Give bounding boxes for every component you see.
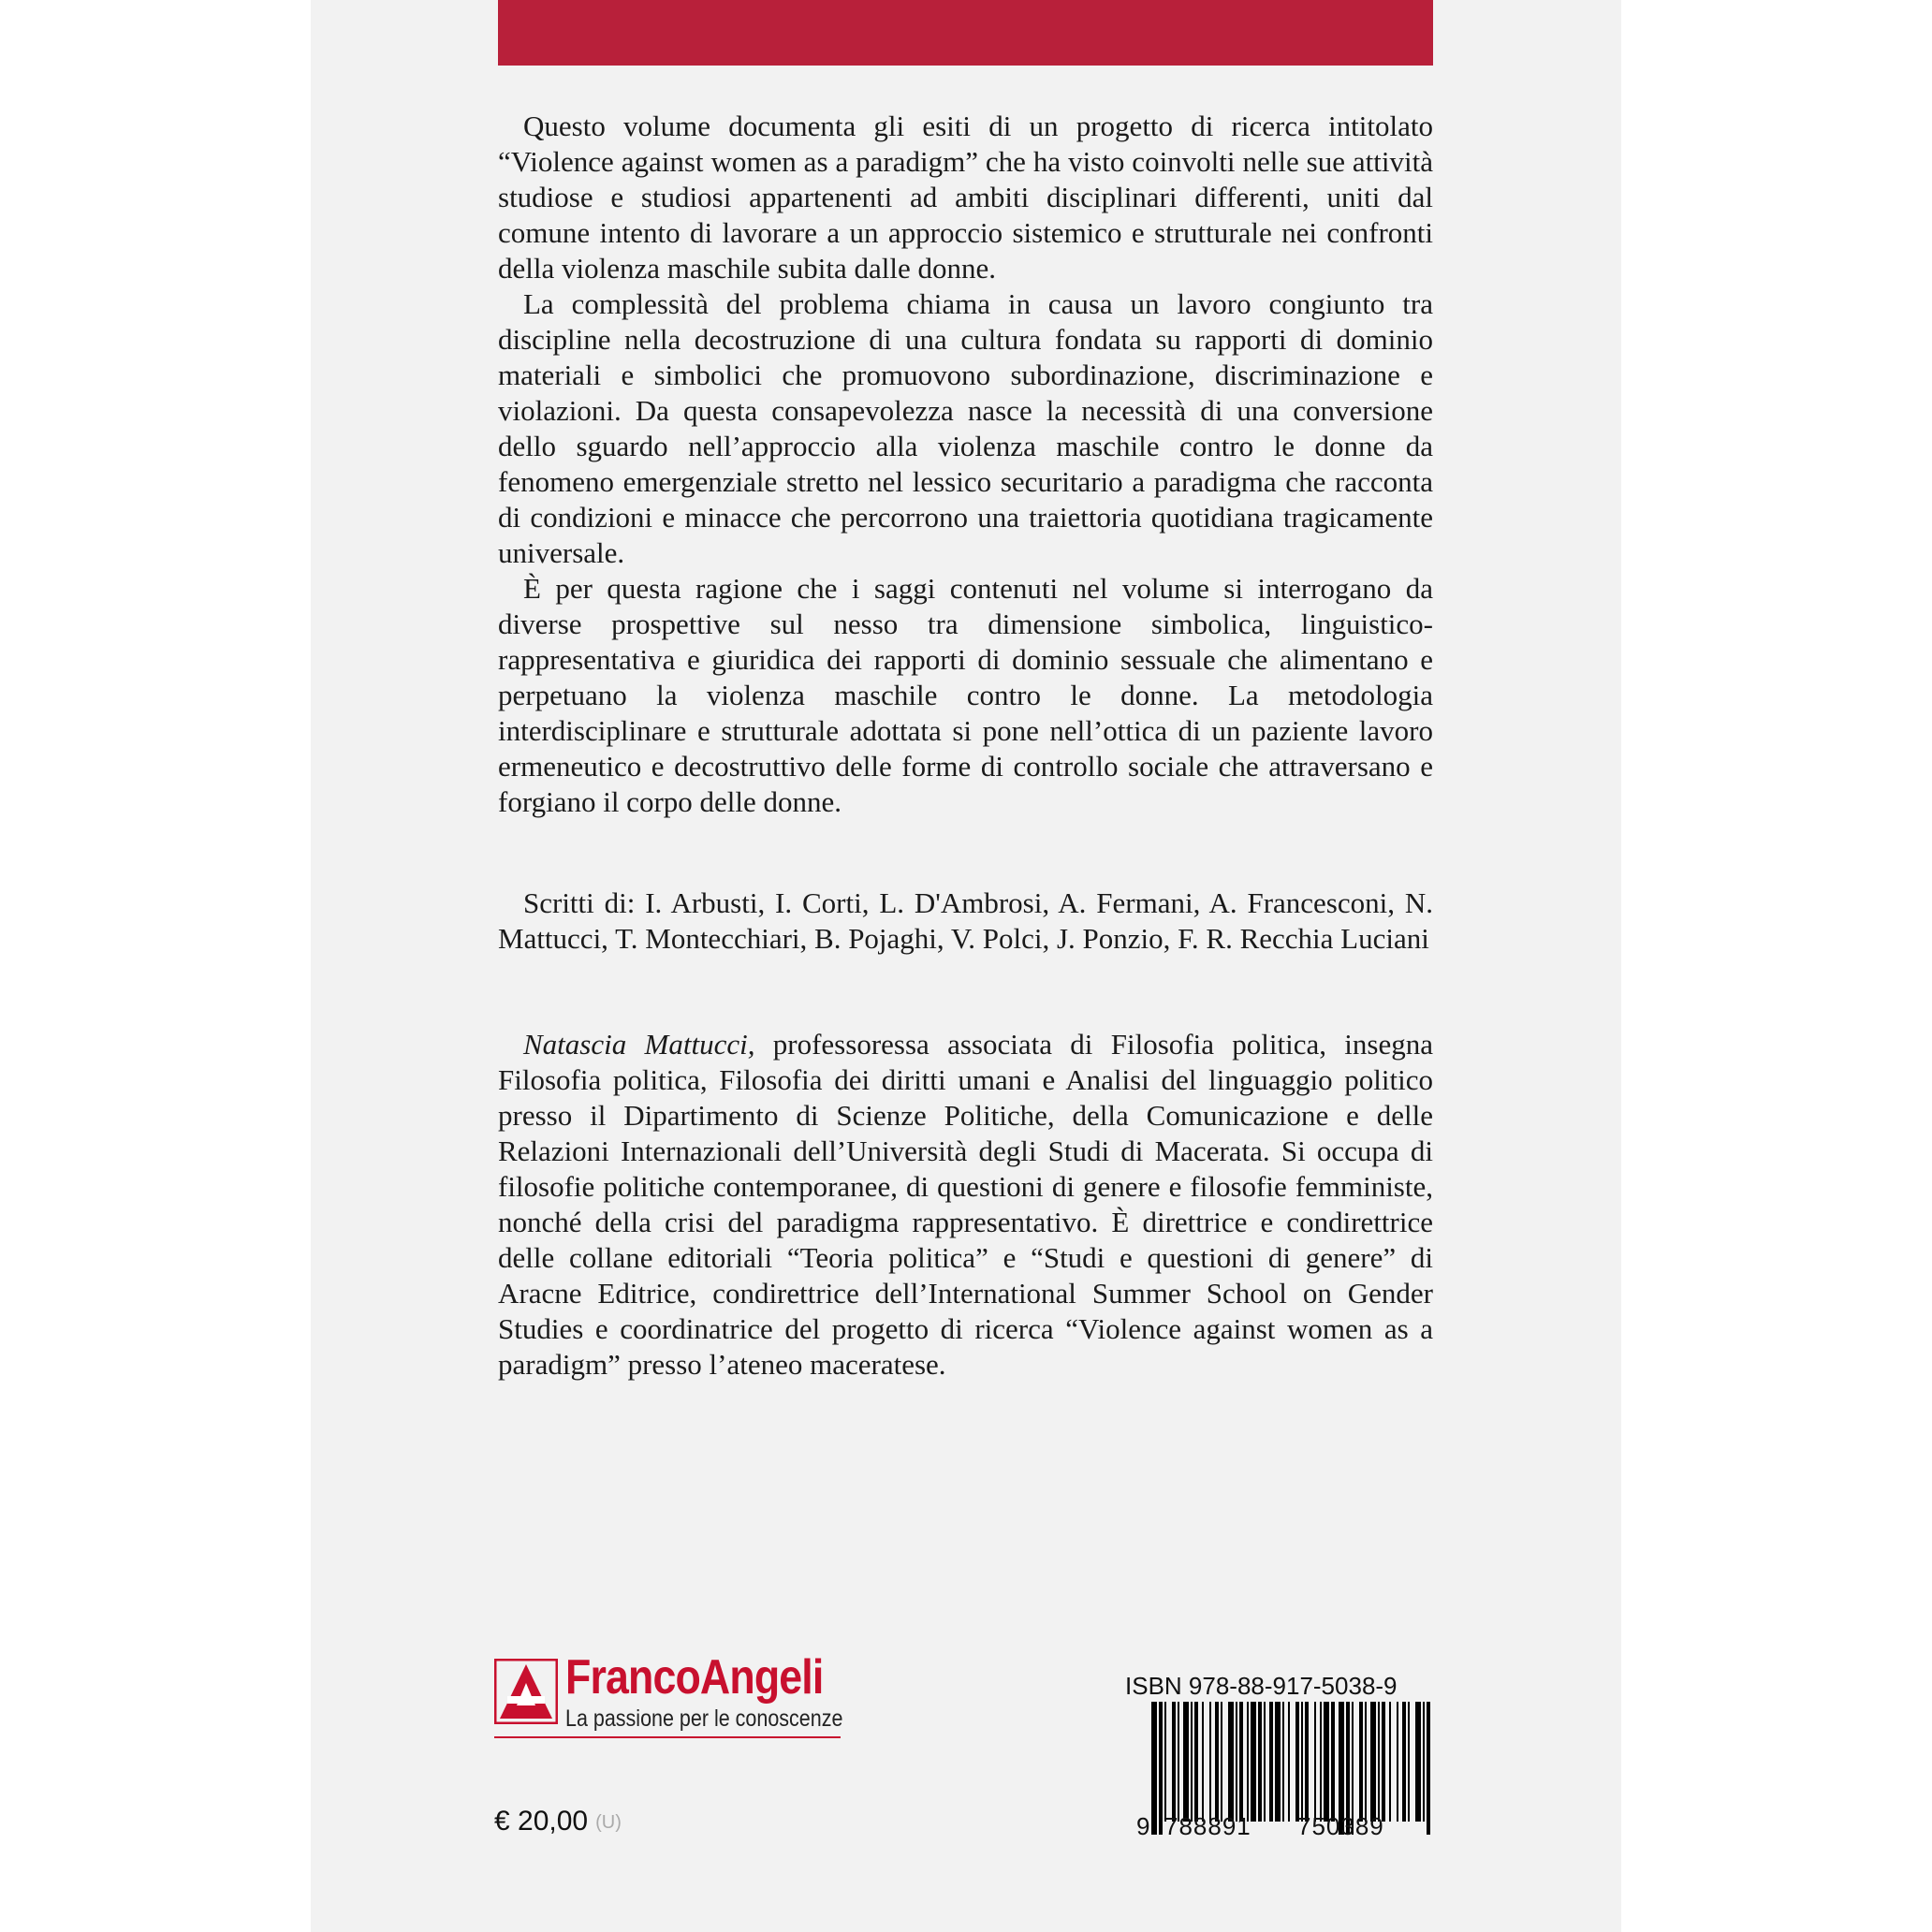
price-code: (U): [595, 1812, 622, 1833]
contributors-text: Scritti di: I. Arbusti, I. Corti, L. D'Ambrosi, A. Fermani, A. Francesconi, N. Mattucci, T. Montecchiari, B. Pojaghi, V. Polci, J. Ponzio, F. R. Recchia Luciani: [498, 886, 1433, 955]
author-name: Natascia Mattucci,: [523, 1028, 755, 1061]
author-bio: [498, 1027, 1433, 1383]
blurb: [498, 109, 1433, 820]
publisher-tagline: La passione per le conoscenze: [565, 1705, 843, 1732]
author-bio-text: professoressa associata di Filosofia politica, insegna Filosofia politica, Filosofia dei diritti umani e Analisi del linguaggio politico presso il Dipartimento di Scienze Politiche, della Comunicazione e delle Relazioni Internazionali dell’Università degli Studi di Macerata. Si occupa di filosofie politiche contemporanee, di questioni di genere e filosofie femministe, nonché della crisi del paradigma rappresentativo. È direttrice e condirettrice delle collane editoriali “Teoria politica” e “Studi e questioni di genere” di Aracne Editrice, condirettrice dell’International Summer School on Gender Studies e coordinatrice del progetto di ricerca “Violence against women as a paradigm” presso l’ateneo maceratese.: [498, 1028, 1433, 1381]
barcode-digit-first: 9: [1136, 1812, 1150, 1840]
barcode-digits-right: 750389: [1297, 1812, 1384, 1840]
barcode-digits-left: 788891: [1164, 1812, 1251, 1840]
publisher-logo: [494, 1650, 850, 1739]
contributors-section: [498, 886, 1433, 957]
price-amount: € 20,00: [494, 1806, 589, 1837]
francoangeli-logo-icon: [494, 1659, 558, 1724]
isbn-label: ISBN 978-88-917-5038-9: [1125, 1672, 1398, 1700]
publisher-name: FrancoAngeli: [565, 1650, 824, 1705]
blurb-paragraph-3: È per questa ragione che i saggi contenuti nel volume si interrogano da diverse prospettive sul nesso tra dimensione simbolica, linguistico-rappresentativa e giuridica dei rapporti di dominio sessuale che alimentano e perpetuano la violenza maschile contro le donne. La metodologia interdisciplinare e strutturale adottata si pone nell’ottica di un paziente lavoro ermeneutico e decostruttivo delle forme di controllo sociale che attraversano e forgiano il corpo delle donne.: [498, 572, 1433, 818]
author-bio-section: [498, 1027, 1433, 1383]
red-header-band: [498, 0, 1433, 66]
price: [494, 1806, 622, 1837]
publisher-underline: [494, 1736, 841, 1738]
blurb-paragraph-2: La complessità del problema chiama in causa un lavoro congiunto tra discipline nella decostruzione di una cultura fondata su rapporti di dominio materiali e simbolici che promuovono subordinazione, discriminazione e violazioni. Da questa consapevolezza nasce la necessità di una conversione dello sguardo nell’approccio alla violenza maschile contro le donne da fenomeno emergenziale stretto nel lessico securitario a paradigma che racconta di condizioni e minacce che percorrono una traiettoria quotidiana tragicamente universale.: [498, 287, 1433, 569]
blurb-paragraph-1: Questo volume documenta gli esiti di un progetto di ricerca intitolato “Violence against women as a paradigm” che ha visto coinvolti nelle sue attività studiose e studiosi appartenenti ad ambiti disciplinari differenti, uniti dal comune intento di lavorare a un approccio sistemico e strutturale nei confronti della violenza maschile subita dalle donne.: [498, 110, 1433, 285]
